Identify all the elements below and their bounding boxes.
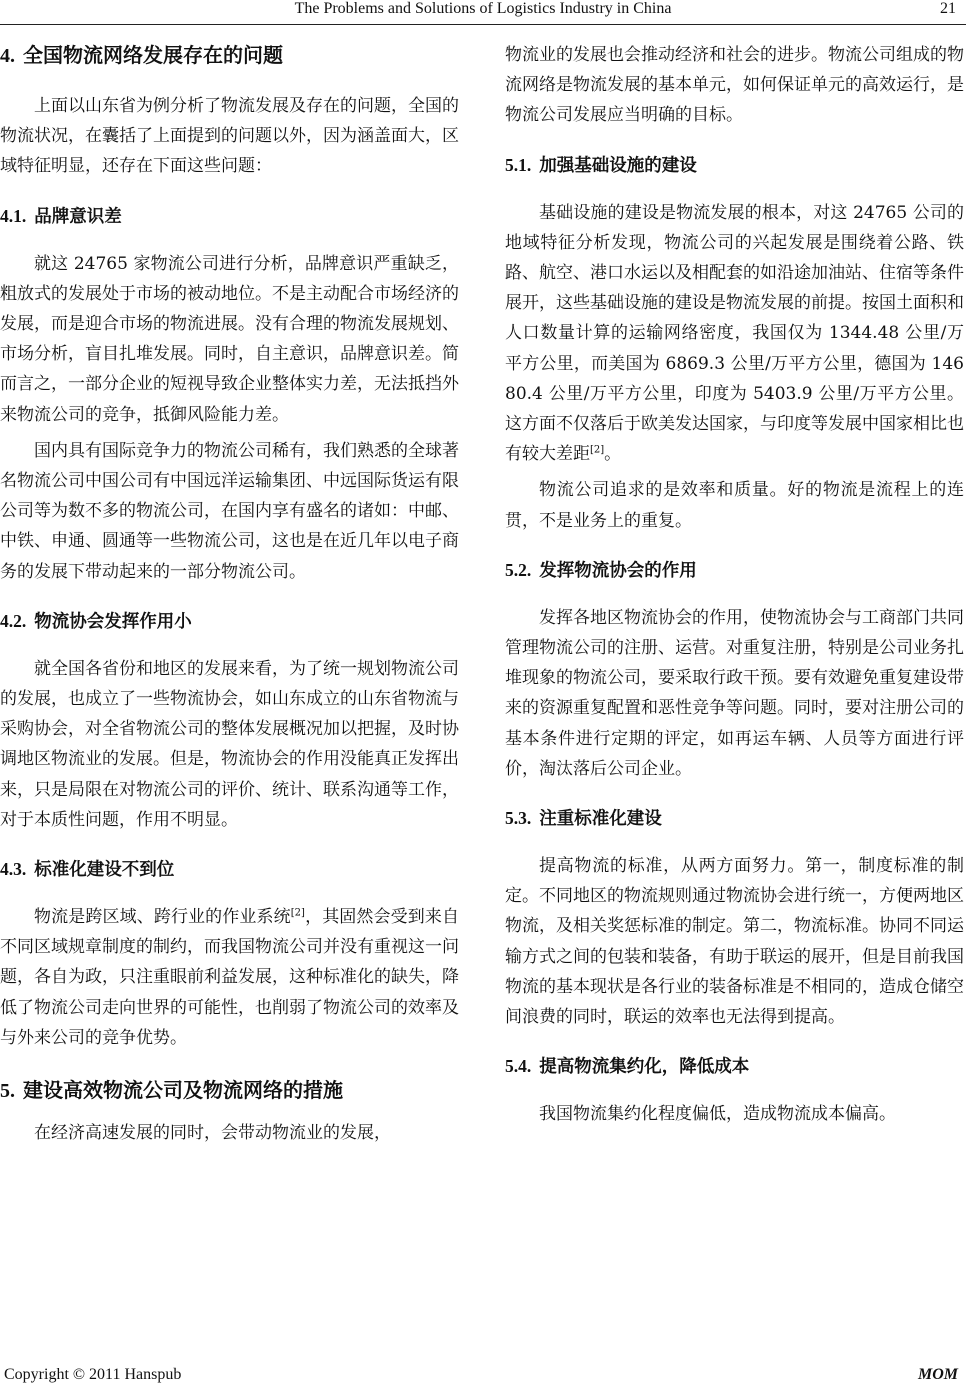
paragraph: 上面以山东省为例分析了物流发展及存在的问题，全国的物流状况，在囊括了上面提到的问题以外，因为涵盖面大，区域特征明显，还存在下面这些问题： bbox=[0, 96, 459, 177]
right-column bbox=[505, 32, 964, 1129]
page-number: 21 bbox=[940, 0, 956, 17]
paragraph: 物流是跨区域、跨行业的作业系统[2]，其固然会受到来自不同区域规章制度的制约，而我国物流公司并没有重视这一问题，各自为政，只注重眼前利益发展，这种标准化的缺失，降低了物流公司走向世界的可能性，也削弱了物流公司的效率及与外来公司的竞争优势。 bbox=[0, 907, 460, 1048]
copyright-notice: Copyright © 2011 Hanspub bbox=[4, 1366, 182, 1383]
citation: [2] bbox=[290, 907, 305, 919]
page-footer bbox=[0, 1366, 966, 1386]
section-heading-5-1: 5.1. 加强基础设施的建设 bbox=[505, 154, 697, 176]
section-heading-5-3: 5.3. 注重标准化建设 bbox=[505, 808, 662, 830]
running-title: The Problems and Solutions of Logistics Industry in China bbox=[294, 0, 672, 17]
section-heading-5: 5. 建设高效物流公司及物流网络的措施 bbox=[0, 1078, 343, 1103]
paragraph: 物流业的发展也会推动经济和社会的进步。物流公司组成的物流网络是物流发展的基本单元，如何保证单元的高效运行，是物流公司发展应当明确的目标。 bbox=[505, 45, 964, 126]
left-column bbox=[0, 32, 459, 1148]
section-heading-4-2: 4.2. 物流协会发挥作用小 bbox=[0, 610, 192, 632]
paragraph: 我国物流集约化程度偏低，造成物流成本偏高。 bbox=[539, 1104, 896, 1125]
paragraph: 就全国各省份和地区的发展来看，为了统一规划物流公司的发展，也成立了一些物流协会，如山东成立的山东省物流与采购协会，对全省物流公司的整体发展概况加以把握，及时协调地区物流业的发展。但是，物流协会的作用没能真正发挥出来，只是局限在对物流公司的评价、统计、联系沟通等工作，对于本质性问题，作用不明显。 bbox=[0, 658, 459, 830]
paragraph: 物流公司追求的是效率和质量。好的物流是流程上的连贯，不是业务上的重复。 bbox=[505, 480, 964, 531]
paragraph: 在经济高速发展的同时，会带动物流业的发展， bbox=[34, 1123, 391, 1144]
paragraph: 提高物流的标准，从两方面努力。第一，制度标准的制定。不同地区的物流规则通过物流协会进行统一，方便两地区物流，及相关奖惩标准的制定。第二，物流标准。协同不同运输方式之间的包装和装备，有助于联运的展开，但是目前我国物流的基本现状是各行业的装备标准是不相同的，造成仓储空间浪费的同时，联运的效率也无法得到提高。 bbox=[505, 856, 964, 1028]
section-heading-5-2: 5.2. 发挥物流协会的作用 bbox=[505, 559, 697, 581]
header-rule bbox=[0, 24, 966, 25]
running-header bbox=[0, 0, 966, 22]
paragraph: 就这 24765 家物流公司进行分析，品牌意识严重缺乏，粗放式的发展处于市场的被动地位。不是主动配合市场经济的发展，而是迎合市场的物流进展。没有合理的物流发展规划、市场分析，盲目扎堆发展。同时，自主意识，品牌意识差。简而言之，一部分企业的短视导致企业整体实力差，无法抵挡外来物流公司的竞争，抵御风险能力差。 bbox=[0, 253, 459, 425]
paragraph: 发挥各地区物流协会的作用，使物流协会与工商部门共同管理物流公司的注册、运营。对重复注册，特别是公司业务扎堆现象的物流公司，要采取行政干预。要有效避免重复建设带来的资源重复配置和恶性竞争等问题。同时，要对注册公司的基本条件进行定期的评定，如再运车辆、人员等方面进行评价，淘汰落后公司企业。 bbox=[505, 607, 964, 779]
citation: [2] bbox=[590, 444, 605, 456]
section-heading-5-4: 5.4. 提高物流集约化，降低成本 bbox=[505, 1056, 750, 1078]
journal-abbrev: MOM bbox=[917, 1366, 958, 1383]
section-heading-4-3: 4.3. 标准化建设不到位 bbox=[0, 859, 175, 881]
paragraph: 基础设施的建设是物流发展的根本，对这 24765 公司的地域特征分析发现，物流公司的兴起发展是围绕着公路、铁路、航空、港口水运以及相配套的如沿途加油站、住宿等条件展开，这些基础设施的建设是物流发展的前提。按国土面积和人口数量计算的运输网络密度，我国仅为 1344.48 公里/万平方公里，而美国为 6869.3 公里/万平方公里，德国为 14680.4 公里/万平方公里，印度为 5403.9 公里/万平方公里。这方面不仅落后于欧美发达国家，与印度等发展中国家相比也有较大差距[2]。 bbox=[505, 202, 964, 465]
section-heading-4: 4. 全国物流网络发展存在的问题 bbox=[0, 43, 283, 67]
paragraph: 国内具有国际竞争力的物流公司稀有，我们熟悉的全球著名物流公司中国公司有中国远洋运输集团、中远国际货运有限公司等为数不多的物流公司，在国内享有盛名的诸如：中邮、中铁、申通、圆通等一些物流公司，这也是在近几年以电子商务的发展下带动起来的一部分物流公司。 bbox=[0, 440, 459, 582]
section-heading-4-1: 4.1. 品牌意识差 bbox=[0, 205, 122, 227]
